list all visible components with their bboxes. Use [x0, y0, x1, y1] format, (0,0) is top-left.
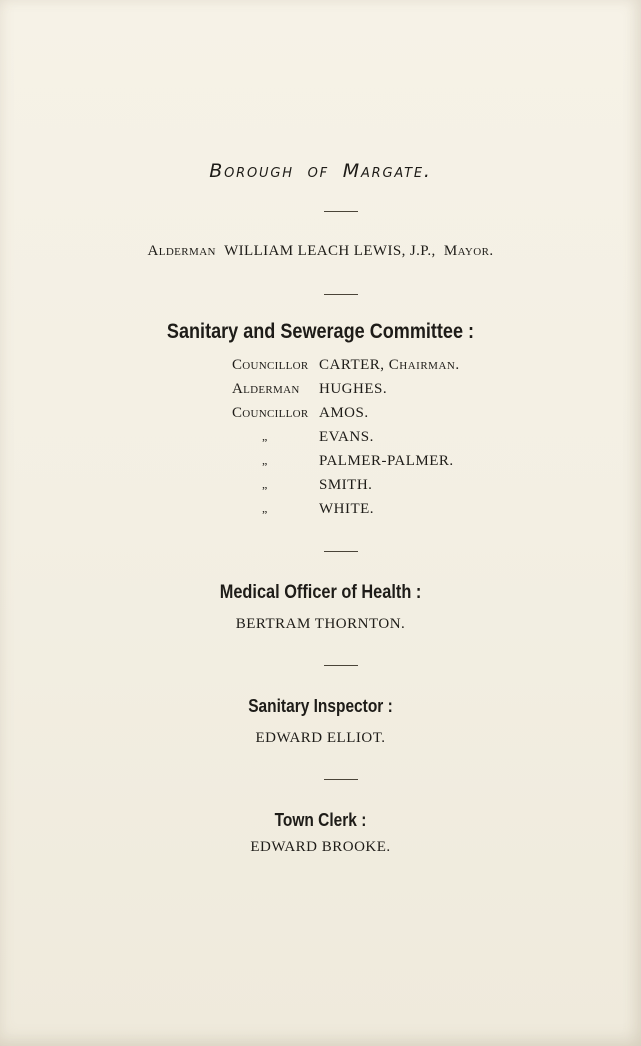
medical-officer-name: BERTRAM THORNTON. [235, 616, 406, 632]
mayor-role: Mayor. [443, 243, 494, 259]
member-suffix: Chairman. [388, 357, 460, 373]
member-title: Alderman [232, 381, 300, 397]
mayor-name: WILLIAM LEACH LEWIS, J.P., [224, 243, 436, 259]
of-word: of [307, 160, 329, 182]
margate-word: Margate. [342, 160, 432, 182]
member-name: WHITE. [319, 501, 375, 517]
divider-rule [324, 211, 358, 212]
member-name [319, 357, 460, 374]
divider-rule [324, 779, 358, 780]
member-name: HUGHES. [319, 381, 388, 397]
member-name: AMOS. [319, 405, 369, 421]
town-clerk-heading: Town Clerk : [274, 810, 367, 830]
borough-title [0, 160, 641, 182]
sanitary-inspector-name: EDWARD ELLIOT. [255, 730, 386, 746]
mayor-line [0, 243, 641, 260]
member-title: Councillor [232, 405, 309, 421]
member-name-text: CARTER, [319, 357, 385, 373]
medical-officer-heading: Medical Officer of Health : [219, 582, 422, 603]
committee-heading: Sanitary and Sewerage Committee : [166, 320, 475, 343]
member-name: PALMER-PALMER. [319, 453, 454, 469]
ditto-mark: „ [262, 477, 268, 491]
mayor-title: Alderman [147, 243, 216, 259]
divider-rule [324, 551, 358, 552]
borough-word: Borough [209, 160, 294, 182]
member-title: Councillor [232, 357, 309, 373]
member-name: SMITH. [319, 477, 373, 493]
town-clerk-name: EDWARD BROOKE. [250, 839, 391, 855]
ditto-mark: „ [262, 429, 268, 443]
divider-rule [324, 665, 358, 666]
ditto-mark: „ [262, 501, 268, 515]
ditto-mark: „ [262, 453, 268, 467]
sanitary-inspector-heading: Sanitary Inspector : [248, 696, 393, 716]
divider-rule [324, 294, 358, 295]
member-name: EVANS. [319, 429, 374, 445]
